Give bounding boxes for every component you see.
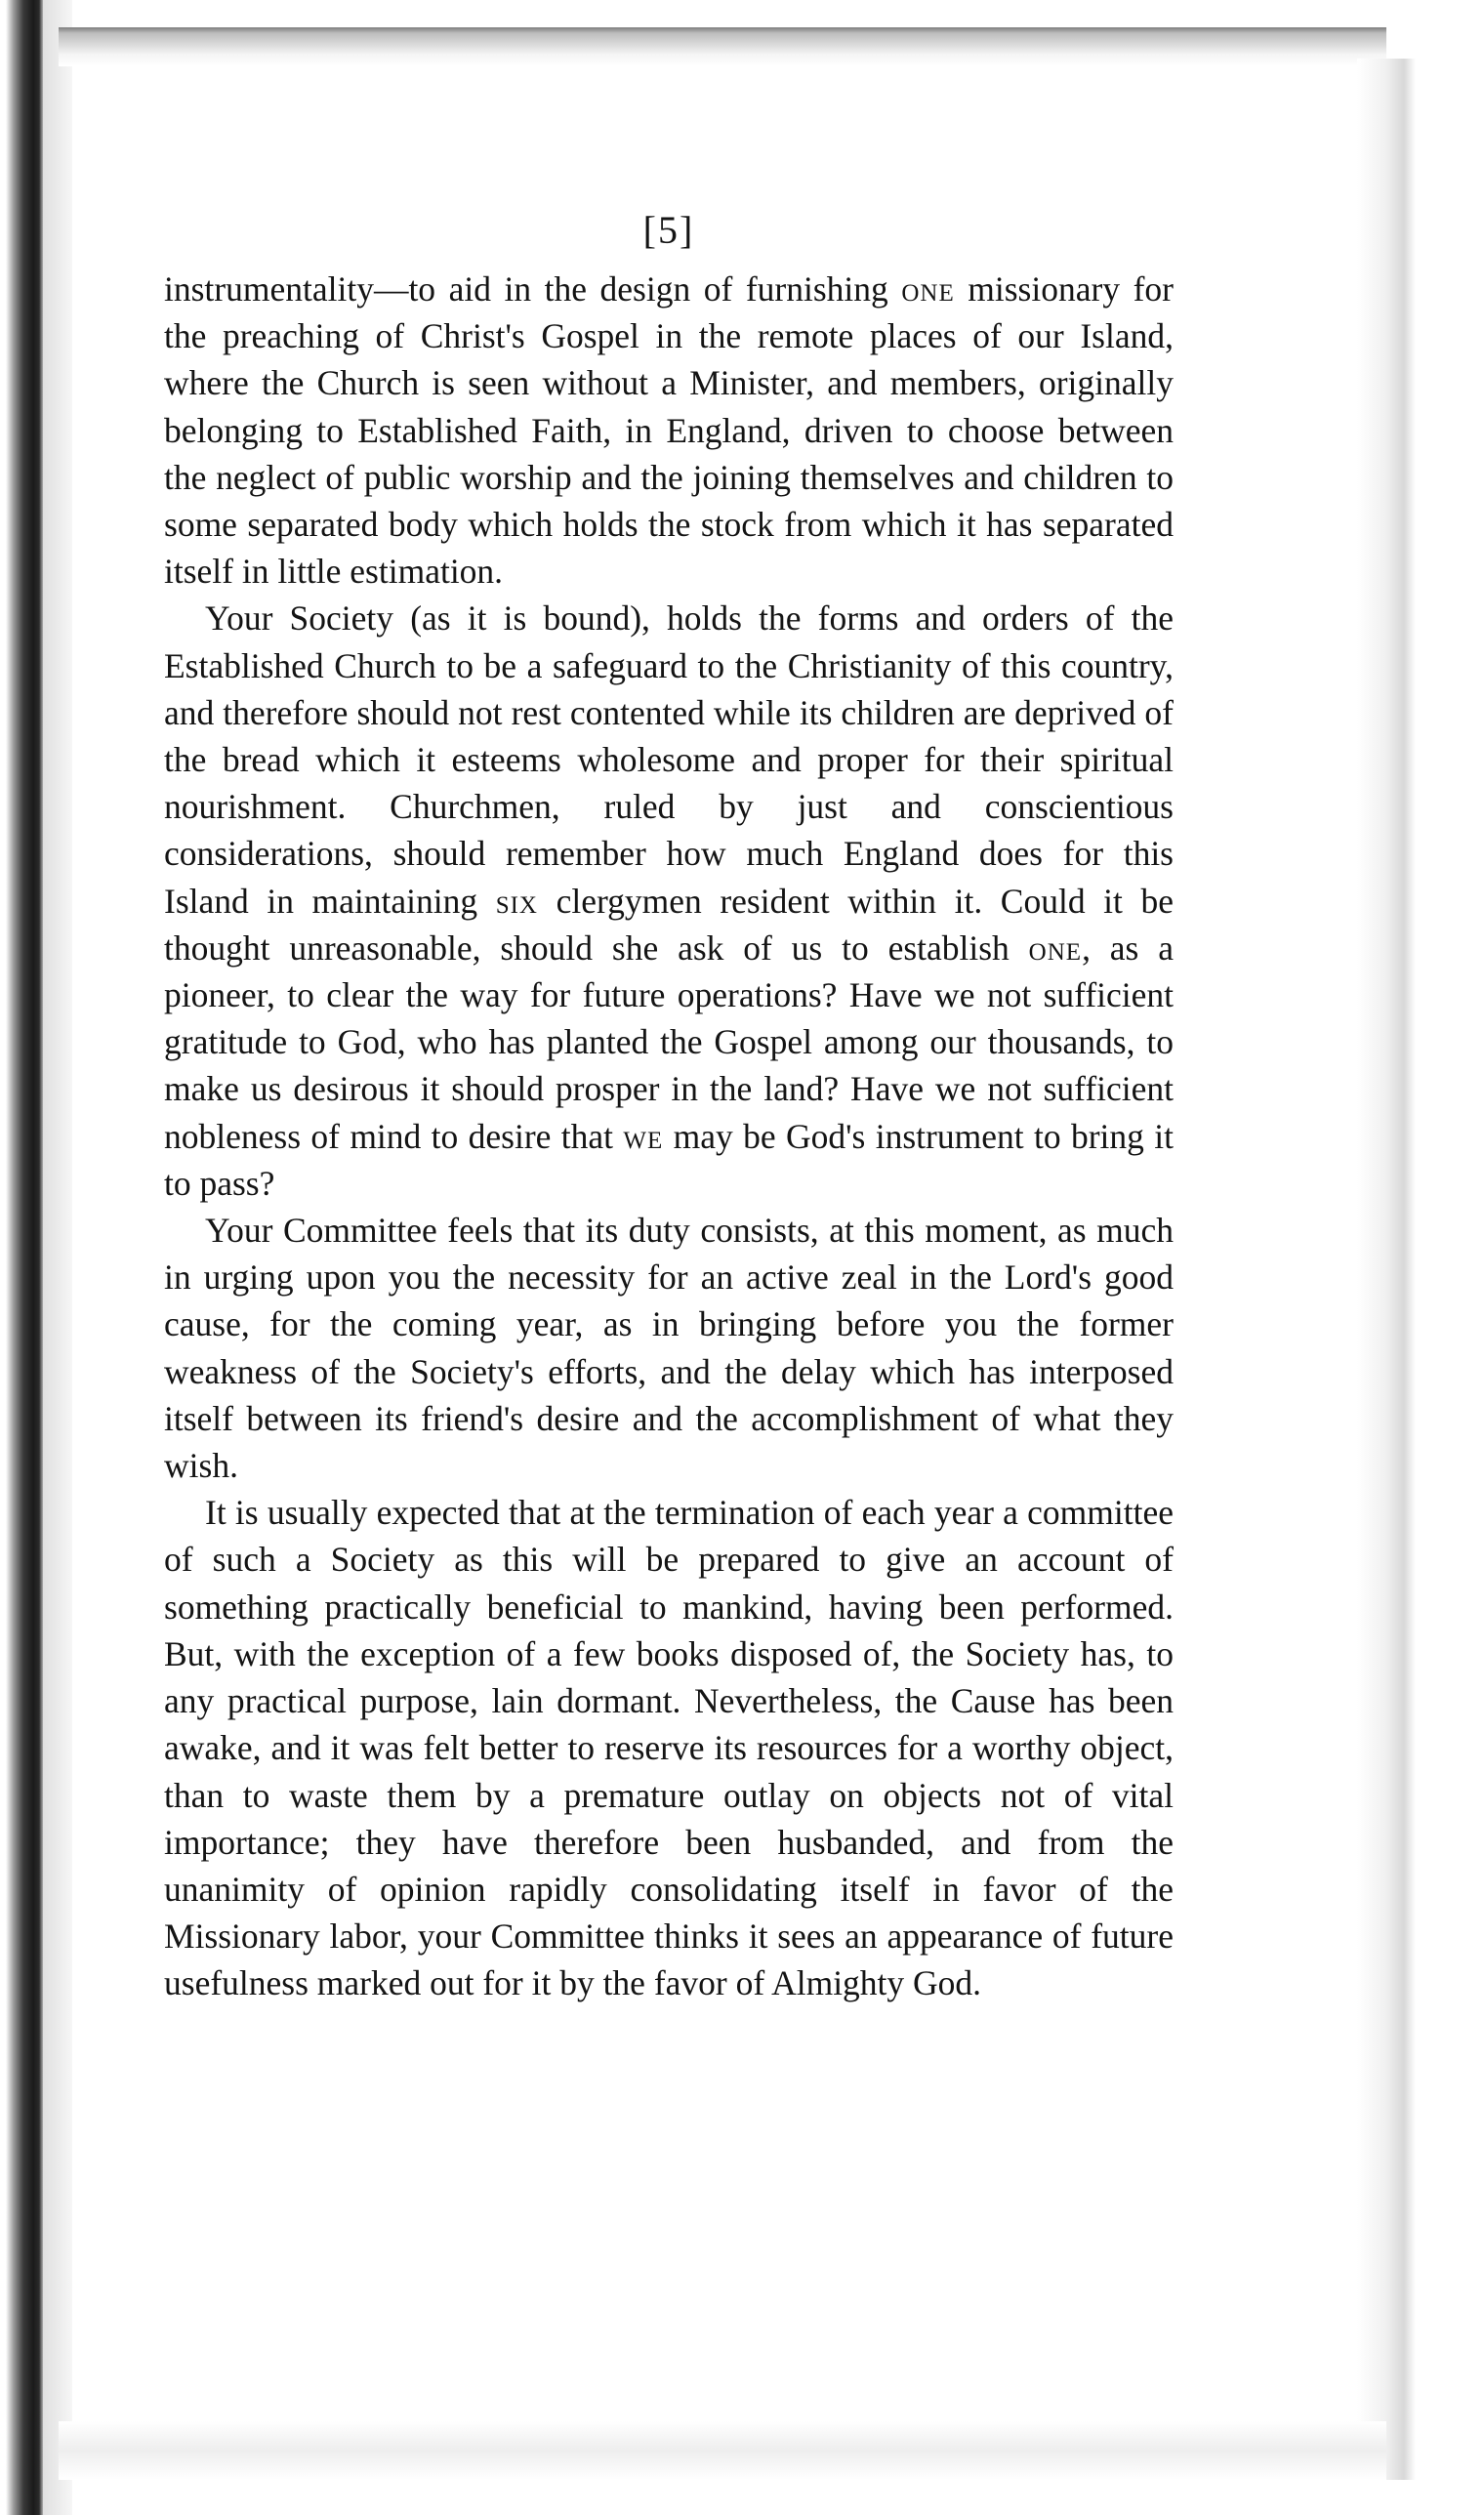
page-top-edge — [59, 27, 1386, 66]
body-text — [164, 266, 1174, 2007]
paragraph — [164, 595, 1174, 1207]
small-caps-word: six — [495, 881, 538, 921]
text-segment: instrumentality—to aid in the design of furnishing — [164, 269, 902, 309]
text-segment: clergymen resident within it. Could it be thought unreasonable, should she ask of us to establish — [164, 881, 1174, 968]
page-number: [5] — [642, 208, 695, 252]
text-segment: It is usually expected that at the termination of each year a committee of such a Society as this will be prepared to give an account of something practically beneficial to mankind, having been performed. But, with the exception of a few books disposed of, the Society has, to any practical purpose, lain dormant. Nevertheless, the Cause has been awake, and it was felt better to reserve its resources for a worthy object, than to waste them by a premature outlay on objects not of vital importance; they have therefore been husbanded, and from the unanimity of opinion rapidly consolidating itself in favor of the Missionary labor, your Committee thinks it sees an appearance of future usefulness marked out for it by the favor of Almighty God. — [164, 1493, 1174, 2003]
page-left-edge — [43, 0, 72, 2515]
text-segment: may be God's instrument to bring it to pass? — [164, 1116, 1174, 1203]
small-caps-word: one — [901, 269, 955, 309]
paragraph — [164, 1489, 1174, 2006]
text-segment: Your Committee feels that its duty consists, at this moment, as much in urging upon you the necessity for an active zeal in the Lord's good cause, for the coming year, as in bringing before you the former weakness of the Society's efforts, and the delay which has interposed itself between its friend's desire and the accomplishment of what they wish. — [164, 1211, 1174, 1486]
document-page — [164, 195, 1174, 2007]
paragraph — [164, 266, 1174, 595]
paragraph — [164, 1207, 1174, 1489]
binding-shadow — [0, 0, 43, 2515]
page-bottom-edge — [59, 2421, 1386, 2480]
small-caps-word: we — [623, 1116, 664, 1156]
small-caps-word: one — [1028, 928, 1083, 968]
text-segment: , as a pioneer, to clear the way for future operations? Have we not sufficient gratitude to God, who has planted the Gospel among our thousands, to make us desirous it should prosper in the land? Have we not sufficient nobleness of mind to desire that — [164, 928, 1174, 1156]
page-right-edge — [1357, 59, 1416, 2480]
text-segment: missionary for the preaching of Christ's Gospel in the remote places of our Island, where the Church is seen without a Minister, and members, originally belonging to Established Faith, in England, driven to choose between the neglect of public worship and the joining themselves and children to some separated body which holds the stock from which it has separated itself in little estimation. — [164, 269, 1174, 592]
text-segment: Your Society (as it is bound), holds the forms and orders of the Established Church to be a safeguard to the Christianity of this country, and therefore should not rest contented while its children are deprived of the bread which it esteems wholesome and proper for their spiritual nourishment. Churchmen, ruled by just and conscientious considerations, should remember how much England does for this Island in maintaining — [164, 598, 1174, 921]
